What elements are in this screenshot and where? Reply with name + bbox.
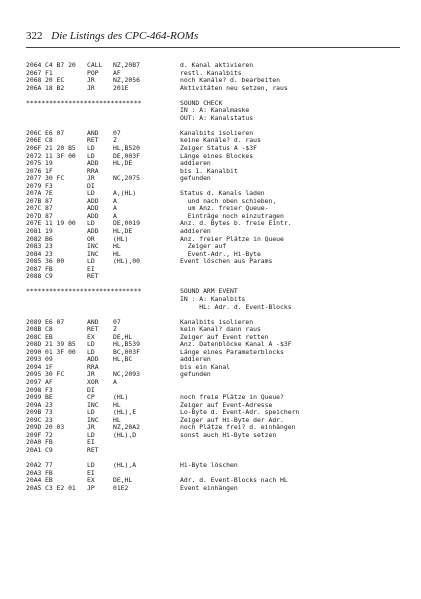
code-mnemonic: LD xyxy=(87,408,95,417)
code-address: 207A xyxy=(26,189,42,198)
code-line xyxy=(26,462,406,470)
section-note xyxy=(26,115,406,123)
code-operand: HL,DE xyxy=(113,227,133,236)
code-operand: Z xyxy=(113,325,117,334)
code-line xyxy=(26,220,406,228)
code-comment: und nach oben schieben, xyxy=(180,196,277,205)
code-address: 206F xyxy=(26,144,42,153)
code-comment: Einträge noch einzutragen xyxy=(180,211,284,220)
code-address: 2093 xyxy=(26,355,42,364)
code-operand: HL xyxy=(113,242,121,251)
code-bytes: F3 xyxy=(45,385,53,394)
code-mnemonic: ADD xyxy=(87,196,99,205)
code-address: 209B xyxy=(26,408,42,417)
code-operand: HL,B539 xyxy=(113,340,140,349)
code-line xyxy=(26,266,406,274)
code-mnemonic: EI xyxy=(87,438,95,447)
code-comment: d. Kanal aktivieren xyxy=(180,61,254,69)
code-bytes: 23 xyxy=(45,400,53,409)
code-address: 206E xyxy=(26,136,42,145)
code-bytes: E6 07 xyxy=(45,317,65,326)
code-address: 207B xyxy=(26,196,42,205)
code-bytes: 21 39 B5 xyxy=(45,340,76,349)
code-address: 209C xyxy=(26,415,42,424)
code-comment: bis ein Kanal xyxy=(180,362,231,371)
code-mnemonic: LD xyxy=(87,151,95,160)
code-bytes: 77 xyxy=(45,460,53,469)
code-bytes: C9 xyxy=(45,272,53,281)
code-bytes: C3 E2 01 xyxy=(45,483,76,492)
code-bytes: C8 xyxy=(45,136,53,145)
code-comment xyxy=(180,273,406,281)
code-bytes: 87 xyxy=(45,211,53,220)
code-comment: addieren xyxy=(180,159,211,168)
code-bytes: 23 xyxy=(45,249,53,258)
code-mnemonic: RRA xyxy=(87,362,99,371)
code-mnemonic: JR xyxy=(87,76,95,85)
code-mnemonic: LD xyxy=(87,257,95,266)
code-mnemonic: LD xyxy=(87,347,95,356)
code-mnemonic: JR xyxy=(87,83,95,92)
code-bytes: 1F xyxy=(45,362,53,371)
code-mnemonic: CALL xyxy=(87,61,103,69)
code-bytes: 18 B2 xyxy=(45,83,65,92)
code-operand: NZ,20A2 xyxy=(113,423,140,432)
code-comment: Anz. Datenblöcke Kanal A -$3F xyxy=(180,340,292,349)
code-address: 2084 xyxy=(26,249,42,258)
code-operand: DE,HL xyxy=(113,476,133,485)
code-mnemonic: INC xyxy=(87,249,99,258)
code-line xyxy=(26,447,406,455)
code-line xyxy=(26,85,406,93)
code-address: 2099 xyxy=(26,393,42,402)
code-comment xyxy=(180,266,406,274)
code-mnemonic: LD xyxy=(87,340,95,349)
code-mnemonic: LD xyxy=(87,189,95,198)
code-mnemonic: RET xyxy=(87,272,99,281)
code-comment: noch Plätze frei? d. einhängen xyxy=(180,423,296,432)
code-mnemonic: LD xyxy=(87,219,95,228)
code-comment: Hi-Byte löschen xyxy=(180,460,238,469)
code-line xyxy=(26,349,406,357)
code-operand: (HL),00 xyxy=(113,257,140,266)
section-title: SOUND CHECK xyxy=(180,98,223,107)
code-bytes: 11 3F 00 xyxy=(45,151,76,160)
code-bytes: 21 20 B5 xyxy=(45,144,76,153)
code-line xyxy=(26,371,406,379)
code-mnemonic: POP xyxy=(87,68,99,77)
code-comment: gefunden xyxy=(180,370,211,379)
code-bytes: 20 03 xyxy=(45,423,65,432)
code-address: 209F xyxy=(26,430,42,439)
code-operand: A xyxy=(113,204,117,213)
code-operand: (HL) xyxy=(113,393,129,402)
code-mnemonic: JR xyxy=(87,423,95,432)
code-operand: 07 xyxy=(113,317,121,326)
code-mnemonic: DI xyxy=(87,385,95,394)
code-comment: Event löschen aus Params xyxy=(180,257,273,266)
code-address: 2082 xyxy=(26,234,42,243)
code-address: 206A xyxy=(26,83,42,92)
code-mnemonic: AND xyxy=(87,317,99,326)
code-operand: HL,B520 xyxy=(113,144,140,153)
code-address: 208C xyxy=(26,332,42,341)
code-mnemonic: ADD xyxy=(87,211,99,220)
code-comment: gefunden xyxy=(180,174,211,183)
section-note-text: IN : A: Kanalbits xyxy=(180,294,246,303)
code-bytes: FB xyxy=(45,438,53,447)
code-comment: addieren xyxy=(180,227,211,236)
code-address: 2097 xyxy=(26,377,42,386)
code-operand: DE,HL xyxy=(113,332,133,341)
code-comment: Adr. d. Event-Blocks nach HL xyxy=(180,476,288,485)
code-operand: A,(HL) xyxy=(113,189,137,198)
code-mnemonic: AND xyxy=(87,128,99,137)
code-address: 2075 xyxy=(26,159,42,168)
code-mnemonic: JR xyxy=(87,174,95,183)
code-bytes: E6 07 xyxy=(45,128,65,137)
section-note-indent xyxy=(26,107,180,115)
code-address: 2068 xyxy=(26,76,42,85)
code-address: 2083 xyxy=(26,242,42,251)
code-line xyxy=(26,439,406,447)
code-comment: kein Kanal? dann raus xyxy=(180,325,261,334)
code-address: 2089 xyxy=(26,317,42,326)
code-operand: BC,003F xyxy=(113,347,140,356)
code-comment: Zeiger auf Event retten xyxy=(180,332,269,341)
code-operand: HL xyxy=(113,249,121,258)
code-line xyxy=(26,258,406,266)
code-mnemonic: JP xyxy=(87,483,95,492)
code-operand xyxy=(113,273,180,281)
code-comment: Zeiger auf Hi-Byte der Adr. xyxy=(180,415,284,424)
page-number: 322 xyxy=(26,30,43,42)
code-bytes: FB xyxy=(45,468,53,477)
code-operand: HL xyxy=(113,400,121,409)
code-address: 20A5 xyxy=(26,483,42,492)
code-address: 2087 xyxy=(26,264,42,273)
code-bytes: AF xyxy=(45,377,53,386)
code-bytes: C8 xyxy=(45,325,53,334)
section-separator: ****************************** xyxy=(26,99,142,107)
code-operand xyxy=(113,266,180,274)
code-address: 209D xyxy=(26,423,42,432)
code-line xyxy=(26,379,406,387)
code-bytes: 01 3F 00 xyxy=(45,347,76,356)
code-comment xyxy=(180,379,406,387)
code-mnemonic: ADD xyxy=(87,204,99,213)
code-mnemonic: RRA xyxy=(87,166,99,175)
code-mnemonic: ADD xyxy=(87,355,99,364)
code-address: 20A1 xyxy=(26,445,42,454)
code-address: 20A3 xyxy=(26,468,42,477)
code-mnemonic: EI xyxy=(87,468,95,477)
code-mnemonic: EX xyxy=(87,332,95,341)
code-address: 208B xyxy=(26,325,42,334)
section-separator: ****************************** xyxy=(26,288,142,296)
code-bytes: 11 19 00 xyxy=(45,219,76,228)
code-operand: NC,2093 xyxy=(113,370,140,379)
code-bytes: 1F xyxy=(45,166,53,175)
code-mnemonic: RET xyxy=(87,325,99,334)
code-mnemonic: RET xyxy=(87,136,99,145)
assembly-listing xyxy=(26,62,406,492)
code-bytes: C9 xyxy=(45,445,53,454)
code-comment: Zeiger Status A -$3F xyxy=(180,144,257,153)
code-operand: NZ,2056 xyxy=(113,76,140,85)
code-mnemonic: OR xyxy=(87,234,95,243)
code-line xyxy=(26,168,406,176)
code-address: 207D xyxy=(26,211,42,220)
code-mnemonic: XOR xyxy=(87,377,99,386)
code-operand: 01E2 xyxy=(113,483,129,492)
code-address: 2076 xyxy=(26,166,42,175)
code-operand: (HL),A xyxy=(113,460,137,469)
code-comment: noch freie Plätze in Queue? xyxy=(180,393,284,402)
code-line xyxy=(26,432,406,440)
code-address: 2064 xyxy=(26,61,42,69)
code-operand: (HL),E xyxy=(113,408,137,417)
code-mnemonic: EI xyxy=(87,264,95,273)
code-bytes: 09 xyxy=(45,355,53,364)
code-bytes: 23 xyxy=(45,242,53,251)
code-operand: A xyxy=(113,377,117,386)
code-comment xyxy=(180,447,406,455)
code-mnemonic: ADD xyxy=(87,227,99,236)
code-mnemonic: ADD xyxy=(87,159,99,168)
code-operand: Z xyxy=(113,136,117,145)
code-bytes: C4 B7 20 xyxy=(45,61,76,69)
code-operand: A xyxy=(113,196,117,205)
code-operand: 07 xyxy=(113,128,121,137)
code-bytes: F1 xyxy=(45,68,53,77)
code-bytes: F3 xyxy=(45,181,53,190)
code-comment: Zeiger auf xyxy=(180,242,227,251)
code-comment: um Anz. freier Queue- xyxy=(180,204,269,213)
code-operand: AF xyxy=(113,68,121,77)
code-bytes: 73 xyxy=(45,408,53,417)
code-mnemonic: DI xyxy=(87,181,95,190)
code-bytes: 72 xyxy=(45,430,53,439)
code-address: 2098 xyxy=(26,385,42,394)
header-rule xyxy=(26,47,400,48)
code-address: 2088 xyxy=(26,272,42,281)
code-address: 2067 xyxy=(26,68,42,77)
code-operand: (HL) xyxy=(113,234,129,243)
code-address: 20A0 xyxy=(26,438,42,447)
code-bytes: BE xyxy=(45,393,53,402)
section-note-text: HL: Adr. d. Event-Blocks xyxy=(180,302,292,311)
code-address: 2090 xyxy=(26,347,42,356)
code-line xyxy=(26,153,406,161)
code-comment: Länge eines Blockes xyxy=(180,151,254,160)
code-operand: 201E xyxy=(113,83,129,92)
page-title: Die Listings des CPC-464-ROMs xyxy=(51,30,199,42)
section-note-text: OUT: A: Kanalstatus xyxy=(180,113,254,122)
section-note-indent xyxy=(26,115,180,123)
code-mnemonic: CP xyxy=(87,393,95,402)
code-mnemonic: LD xyxy=(87,430,95,439)
code-comment: Länge eines Parameterblocks xyxy=(180,347,284,356)
code-comment: Status d. Kanals laden xyxy=(180,189,265,198)
code-bytes: 30 FC xyxy=(45,370,65,379)
code-comment: keine Kanäle? d. raus xyxy=(180,136,261,145)
code-comment: Event-Adr., Hi-Byte xyxy=(180,249,261,258)
code-comment: Event einhängen xyxy=(180,483,238,492)
code-mnemonic: INC xyxy=(87,400,99,409)
code-address: 2072 xyxy=(26,151,42,160)
code-comment: Anz. freier Plätze in Queue xyxy=(180,234,284,243)
section-title: SOUND ARM EVENT xyxy=(180,287,238,296)
code-comment: addieren xyxy=(180,355,211,364)
code-operand: HL xyxy=(113,415,121,424)
code-bytes: EB xyxy=(45,476,53,485)
code-operand: A xyxy=(113,211,117,220)
code-comment: sonst auch Hi-Byte setzen xyxy=(180,430,277,439)
code-address: 20A4 xyxy=(26,476,42,485)
code-operand xyxy=(113,447,180,455)
section-note xyxy=(26,304,406,312)
code-bytes: 20 EC xyxy=(45,76,65,85)
code-comment: Anz. d. Bytes b. freie Eintr. xyxy=(180,219,292,228)
code-bytes: 19 xyxy=(45,159,53,168)
code-comment: Lo-Byte d. Event-Adr. speichern xyxy=(180,408,300,417)
code-mnemonic: EX xyxy=(87,476,95,485)
code-address: 20A2 xyxy=(26,460,42,469)
code-line xyxy=(26,485,406,493)
code-comment: Kanalbits isolieren xyxy=(180,317,254,326)
code-bytes: 23 xyxy=(45,415,53,424)
code-comment xyxy=(180,439,406,447)
page-header xyxy=(26,30,386,42)
code-bytes: 7E xyxy=(45,189,53,198)
code-comment: Kanalbits isolieren xyxy=(180,128,254,137)
code-bytes: FB xyxy=(45,264,53,273)
code-mnemonic: RET xyxy=(87,445,99,454)
code-mnemonic: LD xyxy=(87,460,95,469)
code-bytes: EB xyxy=(45,332,53,341)
code-line xyxy=(26,364,406,372)
section-note-indent xyxy=(26,304,180,312)
code-address: 208D xyxy=(26,340,42,349)
code-address: 2077 xyxy=(26,174,42,183)
code-mnemonic: INC xyxy=(87,242,99,251)
code-comment: bis 1. Kanalbit xyxy=(180,166,238,175)
code-operand: HL,DE xyxy=(113,159,133,168)
code-address: 2079 xyxy=(26,181,42,190)
code-mnemonic: INC xyxy=(87,415,99,424)
code-mnemonic: LD xyxy=(87,144,95,153)
code-address: 2081 xyxy=(26,227,42,236)
code-line xyxy=(26,175,406,183)
code-operand: NZ,20B7 xyxy=(113,61,140,69)
code-address: 209A xyxy=(26,400,42,409)
code-address: 2085 xyxy=(26,257,42,266)
code-bytes: 30 FC xyxy=(45,174,65,183)
code-bytes: B6 xyxy=(45,234,53,243)
code-operand: (HL),D xyxy=(113,430,137,439)
code-line xyxy=(26,273,406,281)
code-address: 207E xyxy=(26,219,42,228)
code-mnemonic: JR xyxy=(87,370,95,379)
code-comment: Zeiger auf Event-Adresse xyxy=(180,400,273,409)
code-address: 2095 xyxy=(26,370,42,379)
code-operand xyxy=(113,439,180,447)
code-address: 206C xyxy=(26,128,42,137)
code-comment: noch Kanäle? d. bearbeiten xyxy=(180,76,281,85)
section-note-text: IN : A: Kanalmaske xyxy=(180,106,250,115)
code-bytes: 19 xyxy=(45,227,53,236)
code-comment: restl. Kanalbits xyxy=(180,68,242,77)
code-operand: DE,0019 xyxy=(113,219,140,228)
code-bytes: 87 xyxy=(45,196,53,205)
code-operand: DE,003F xyxy=(113,151,140,160)
code-comment: Aktivitäten neu setzen, raus xyxy=(180,83,288,92)
code-operand: NC,2075 xyxy=(113,174,140,183)
section-note-indent xyxy=(26,296,180,304)
code-bytes: 36 00 xyxy=(45,257,65,266)
code-operand: HL,BC xyxy=(113,355,133,364)
code-address: 2094 xyxy=(26,362,42,371)
code-bytes: 87 xyxy=(45,204,53,213)
code-address: 207C xyxy=(26,204,42,213)
